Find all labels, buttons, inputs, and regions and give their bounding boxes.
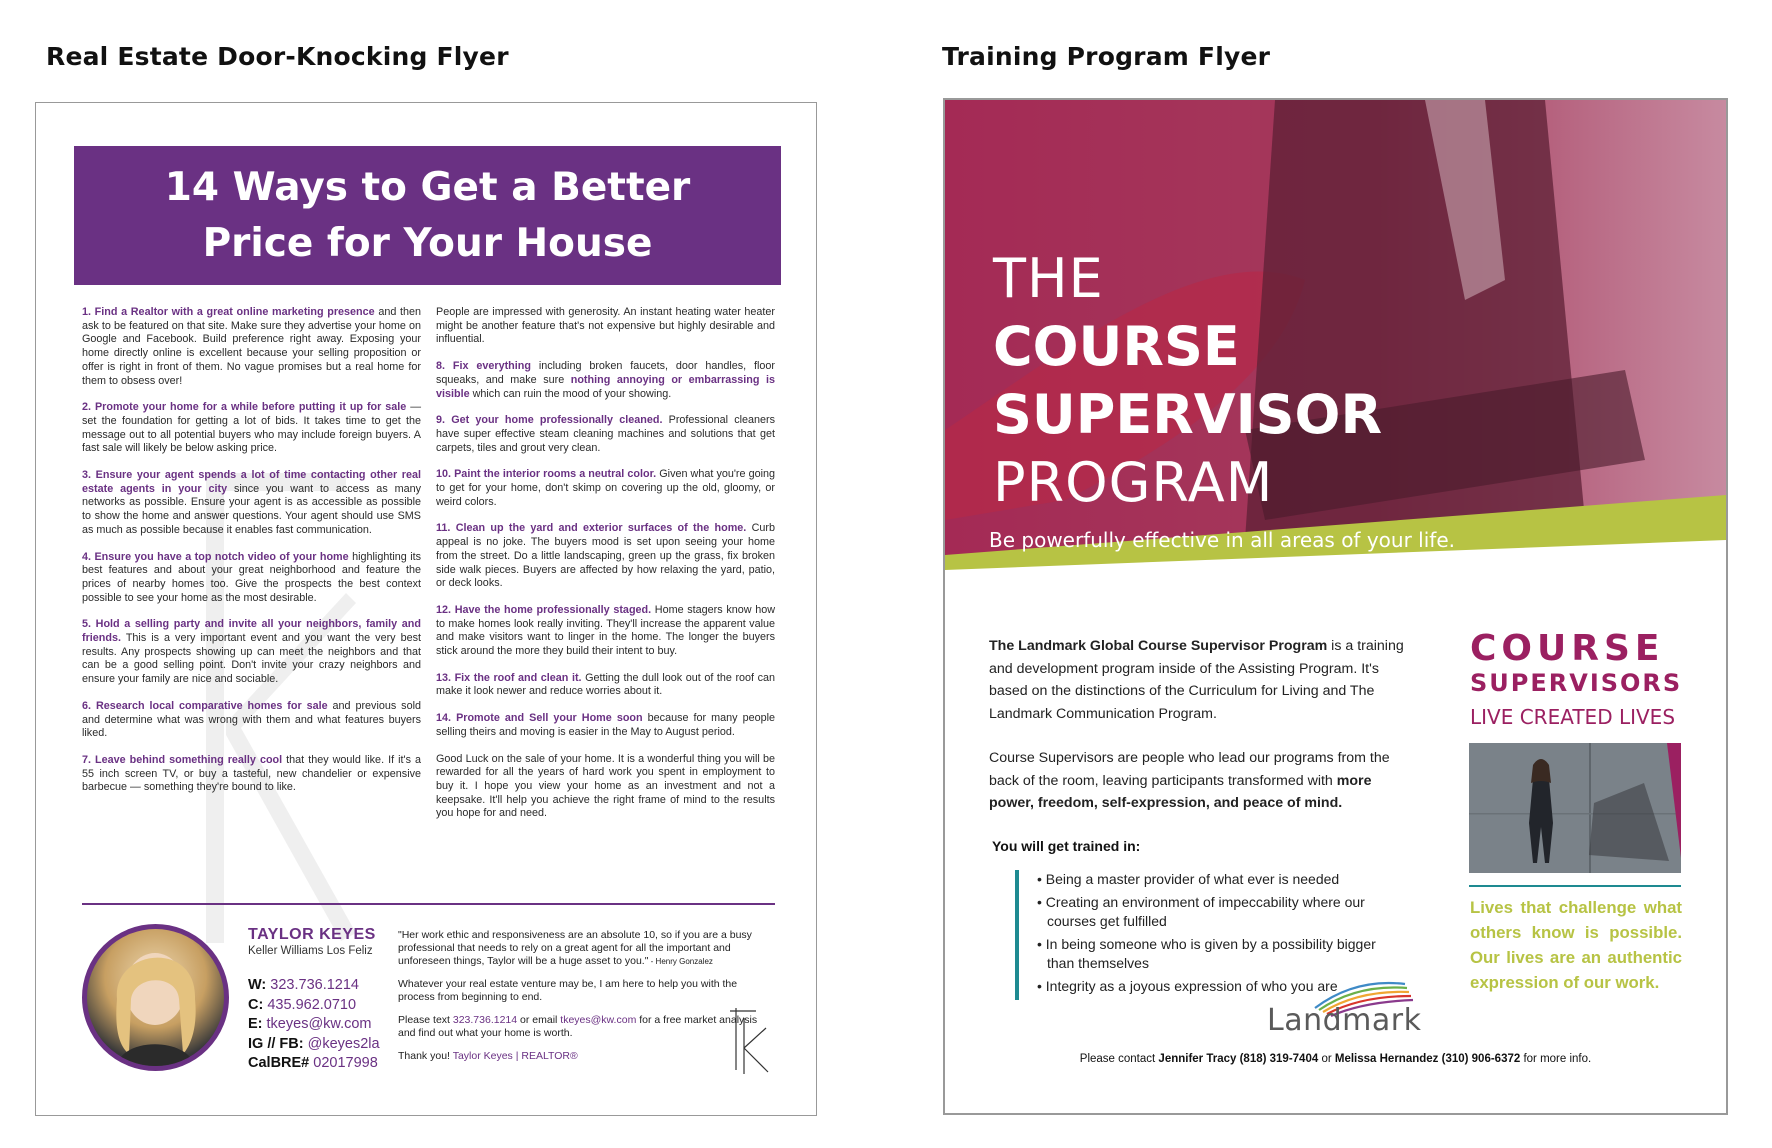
tip-item bbox=[436, 712, 775, 739]
intro1-text: is a training and development program inside of the Assisting Program. It's based on the distinctions of the Curriculum for Living and The Landmark Communication Program. bbox=[989, 638, 1404, 722]
contact-person-1: Jennifer Tracy (818) 319-7404 bbox=[1158, 1053, 1319, 1065]
tip-text: — set the foundation for getting a lot of bids. It takes time to get the message out to all potential buyers who may include foreign buyers. A fast sale will likely be below asking price. bbox=[82, 401, 422, 455]
tip-number: 1. bbox=[82, 306, 92, 318]
tip-number: 3. bbox=[82, 469, 92, 482]
tip-item bbox=[436, 522, 775, 591]
hero-title bbox=[993, 245, 1382, 517]
contact-b: or bbox=[1318, 1053, 1335, 1065]
intro2-bold: more power, freedom, self-expression, and peace of mind. bbox=[989, 772, 1372, 811]
tip-text: including broken faucets, door handles, floor squeaks, and make sure bbox=[436, 360, 776, 386]
tip-text: highlighting its best features and about your great neighborhood and feature the prices of nearby homes too. Give the prospects the best context possible to see your home as the most desirable. bbox=[82, 550, 421, 604]
tip-highlight: Leave behind something really cool bbox=[95, 753, 283, 766]
contact-row bbox=[248, 1015, 380, 1034]
tips-column-left bbox=[82, 306, 421, 808]
tip-highlight: Have the home professionally staged. bbox=[454, 603, 652, 616]
side-title-course: COURSE bbox=[1470, 628, 1665, 669]
agent-info bbox=[248, 926, 380, 1073]
text-prompt bbox=[398, 1014, 776, 1040]
tip-highlight: Research local comparative homes for sale bbox=[95, 699, 328, 712]
tip-item bbox=[436, 604, 775, 659]
tip-text: which can ruin the mood of your showing. bbox=[469, 387, 672, 400]
tip-item bbox=[82, 401, 421, 456]
tip-text: Getting the dull look out of the roof can make it look newer and reduce worries about it. bbox=[436, 671, 776, 698]
tip-highlight: Ensure your agent spends a lot of time contacting other real estate agents in your city bbox=[82, 469, 422, 495]
training-program-flyer bbox=[943, 98, 1728, 1115]
tip-number: 12. bbox=[436, 603, 452, 616]
prompt-email-link[interactable]: tkeyes@kw.com bbox=[560, 1013, 637, 1026]
intro1-bold: The Landmark Global Course Supervisor Program bbox=[989, 638, 1328, 654]
side-title-live-created-lives: LIVE CREATED LIVES bbox=[1470, 705, 1676, 729]
tip-item bbox=[82, 754, 421, 795]
supervisor-photo bbox=[1469, 743, 1681, 873]
tip-item bbox=[82, 469, 421, 538]
tip-continuation: People are impressed with generosity. An instant heating water heater might be another feature that's not expensive but highly desirable and influential. bbox=[436, 306, 775, 346]
tip-item bbox=[436, 414, 775, 455]
title-banner bbox=[74, 146, 781, 285]
testimonial-block bbox=[398, 929, 776, 1072]
contact-label: IG // FB: bbox=[248, 1035, 304, 1052]
contact-row bbox=[248, 1035, 380, 1054]
agent-contacts bbox=[248, 976, 380, 1073]
hero-title-line4: PROGRAM bbox=[993, 451, 1274, 514]
tip-number: 11. bbox=[436, 522, 451, 535]
hero-title-line2: COURSE bbox=[993, 315, 1240, 378]
side-title-supervisors: SUPERVISORS bbox=[1470, 669, 1683, 697]
tips-column-right bbox=[436, 306, 775, 834]
tip-number: 14. bbox=[436, 712, 452, 725]
tip-item bbox=[82, 700, 421, 741]
contact-row bbox=[248, 976, 380, 995]
text-prompt-c: for a free market analysis and find out what your home is worth. bbox=[398, 1013, 758, 1039]
tip-text: Given what you're going to get for your home, don't skimp on covering up the old, gloomy, or weird colors. bbox=[436, 468, 776, 508]
tip-highlight: Get your home professionally cleaned. bbox=[451, 414, 663, 427]
tip-text: Home stagers know how to make homes look really inviting. They'll increase the apparent value and make visitors want to linger in the home. The longer the buyers stick around the more they build their intent to buy. bbox=[436, 603, 776, 658]
contact-row bbox=[248, 996, 380, 1015]
contact-label: W: bbox=[248, 977, 267, 993]
venture-text: Whatever your real estate venture may be, I am here to help you with the process from beginning to end. bbox=[398, 978, 738, 1004]
tip-number: 6. bbox=[82, 699, 92, 712]
tip-item bbox=[436, 672, 775, 699]
program-intro bbox=[989, 635, 1414, 837]
contact-label: E: bbox=[248, 1016, 263, 1032]
testimonial bbox=[398, 929, 776, 968]
tip-item bbox=[82, 306, 421, 388]
tip-highlight: Fix the roof and clean it. bbox=[454, 671, 582, 684]
agent-photo bbox=[82, 924, 229, 1071]
tip-number: 7. bbox=[82, 753, 92, 766]
tip-highlight: Hold a selling party and invite all your neighbors, family and friends. bbox=[82, 618, 421, 645]
hero-title-line3: SUPERVISOR bbox=[993, 383, 1383, 446]
trained-item: • In being someone who is given by a possibility bigger than themselves bbox=[1037, 935, 1376, 972]
hero-title-line1: THE bbox=[993, 247, 1104, 310]
intro-paragraph-2 bbox=[989, 747, 1414, 815]
caption-left: Real Estate Door-Knocking Flyer bbox=[46, 42, 509, 71]
tip-item bbox=[82, 551, 421, 606]
prompt-phone-link[interactable]: 323.736.1214 bbox=[452, 1013, 518, 1026]
flyer-title: 14 Ways to Get a Better Price for Your House bbox=[164, 164, 691, 266]
tip-text: that they would like. If it's a 55 inch screen TV, or buy a tasteful, new chandelier or expensive barbecue — something they're bound to like. bbox=[82, 753, 422, 794]
tk-logo-icon bbox=[726, 1008, 772, 1074]
tip-highlight: nothing annoying or embarrassing is visible bbox=[436, 373, 775, 400]
hero-subtitle: Be powerfully effective in all areas of your life. bbox=[989, 528, 1455, 552]
tip-text: Curb appeal is no joke. The buyers mood is set upon seeing your home from the street. Do a little landscaping, green up the grass, fix broken side walk pieces. Buyers are affected by how relaxing the yard, patio, or deck looks. bbox=[436, 522, 776, 590]
contact-value: 02017998 bbox=[313, 1055, 378, 1071]
agent-office: Keller Williams Los Feliz bbox=[248, 945, 373, 957]
tip-item bbox=[82, 618, 421, 687]
contact-row bbox=[248, 1054, 380, 1073]
contact-value: 435.962.0710 bbox=[267, 996, 357, 1013]
tip-number: 5. bbox=[82, 618, 92, 631]
contact-value: @keyes2la bbox=[307, 1035, 380, 1052]
tip-highlight: Paint the interior rooms a neutral color. bbox=[454, 468, 657, 481]
tip-number: 10. bbox=[436, 468, 452, 481]
trained-item: • Integrity as a joyous expression of who you are bbox=[1037, 977, 1338, 994]
trained-item: • Being a master provider of what ever is needed bbox=[1037, 871, 1340, 887]
trained-heading: You will get trained in: bbox=[992, 838, 1141, 854]
thanks-text: Thank you! bbox=[398, 1049, 453, 1062]
tips-list bbox=[436, 360, 775, 739]
tip-number: 4. bbox=[82, 550, 92, 563]
contact-value: tkeyes@kw.com bbox=[266, 1016, 372, 1032]
closing-paragraph: Good Luck on the sale of your home. It is a wonderful thing you will be rewarded for all the years of hard work you spent in employment to buy it. I hope you view your home as an investment and not a keepsake. It'll help you achieve the right frame of mind to the results you hope for and need. bbox=[436, 752, 775, 820]
teal-rule bbox=[1469, 885, 1681, 887]
contact-label: C: bbox=[248, 996, 264, 1013]
tip-text: because for many people selling theirs and moving is easier in the May to August period. bbox=[436, 712, 776, 738]
tip-text: and previous sold and determine what was wrong with them and what features buyers liked. bbox=[82, 699, 421, 740]
intro-paragraph-1 bbox=[989, 635, 1414, 725]
agent-name: TAYLOR KEYES bbox=[248, 926, 376, 943]
tip-number: 8. bbox=[436, 360, 446, 373]
intro2-text: Course Supervisors are people who lead our programs from the back of the room, leaving participants transformed with bbox=[989, 750, 1390, 789]
contact-label: CalBRE# bbox=[248, 1055, 310, 1071]
tip-text: since you want to access as many networks as possible. Ensure your agent is as accessible as possible to show the home and answer questions. Your agent should use SMS as much as possible because it enables fast communication. bbox=[82, 482, 421, 536]
section-divider bbox=[82, 903, 775, 905]
contact-a: Please contact bbox=[1079, 1053, 1159, 1065]
thanks-line bbox=[398, 1050, 776, 1063]
real-estate-flyer bbox=[35, 102, 817, 1116]
contact-c: for more info. bbox=[1520, 1053, 1592, 1065]
signature: Taylor Keyes | REALTOR® bbox=[452, 1049, 578, 1062]
tip-highlight: Promote your home for a while before putting it up for sale bbox=[94, 401, 407, 414]
landmark-logo-text: Landmark bbox=[1267, 1003, 1422, 1038]
tip-item bbox=[436, 468, 775, 509]
tip-item bbox=[436, 360, 775, 401]
text-prompt-a: Please text bbox=[398, 1013, 453, 1026]
testimonial-author: - Henry Gonzalez bbox=[648, 956, 713, 966]
tip-highlight: Clean up the yard and exterior surfaces of the home. bbox=[455, 522, 747, 535]
tip-text: Professional cleaners have super effective steam cleaning machines and solutions that get carpets, tiles and grout very clean. bbox=[436, 414, 776, 454]
tip-highlight: Promote and Sell your Home soon bbox=[456, 712, 643, 725]
contact-value: 323.736.1214 bbox=[270, 977, 359, 993]
text-prompt-b: or email bbox=[517, 1013, 561, 1026]
tip-highlight: Find a Realtor with a great online marketing presence bbox=[94, 306, 375, 318]
tip-text: This is a very important event and you want the very best results. Any prospects showing up can meet the neighbors and that can be a good selling point. Don't invite your crazy neighbors and ensure your family are nice and sociable. bbox=[82, 632, 421, 686]
contact-line bbox=[945, 1053, 1726, 1065]
tip-highlight: Ensure you have a top notch video of your home bbox=[94, 550, 349, 563]
testimonial-text: "Her work ethic and responsiveness are an absolute 10, so if you are a busy professional that needs to rely on a great agent for all the important and unforeseen things, Taylor will be a huge asset to you." bbox=[398, 929, 752, 967]
tip-number: 13. bbox=[436, 671, 452, 684]
tip-number: 9. bbox=[436, 414, 446, 427]
trained-item: • Creating an environment of impeccability where our courses get fulfilled bbox=[1037, 893, 1365, 930]
tip-highlight: Fix everything bbox=[452, 360, 531, 373]
tip-text: and then ask to be featured on that site. Make sure they advertise your home on Google and Facebook. Build preference right away. Exposing your home directly online is excellent because your selling proposition or offer is right in front of them. No vague promises but a real home for them to obsess over! bbox=[82, 306, 422, 387]
caption-right: Training Program Flyer bbox=[942, 42, 1271, 71]
tip-number: 2. bbox=[82, 401, 92, 414]
lives-text: Lives that challenge what others know is possible. Our lives are an authentic expression of our work. bbox=[1470, 898, 1682, 992]
contact-person-2: Melissa Hernandez (310) 906-6372 bbox=[1334, 1053, 1521, 1065]
